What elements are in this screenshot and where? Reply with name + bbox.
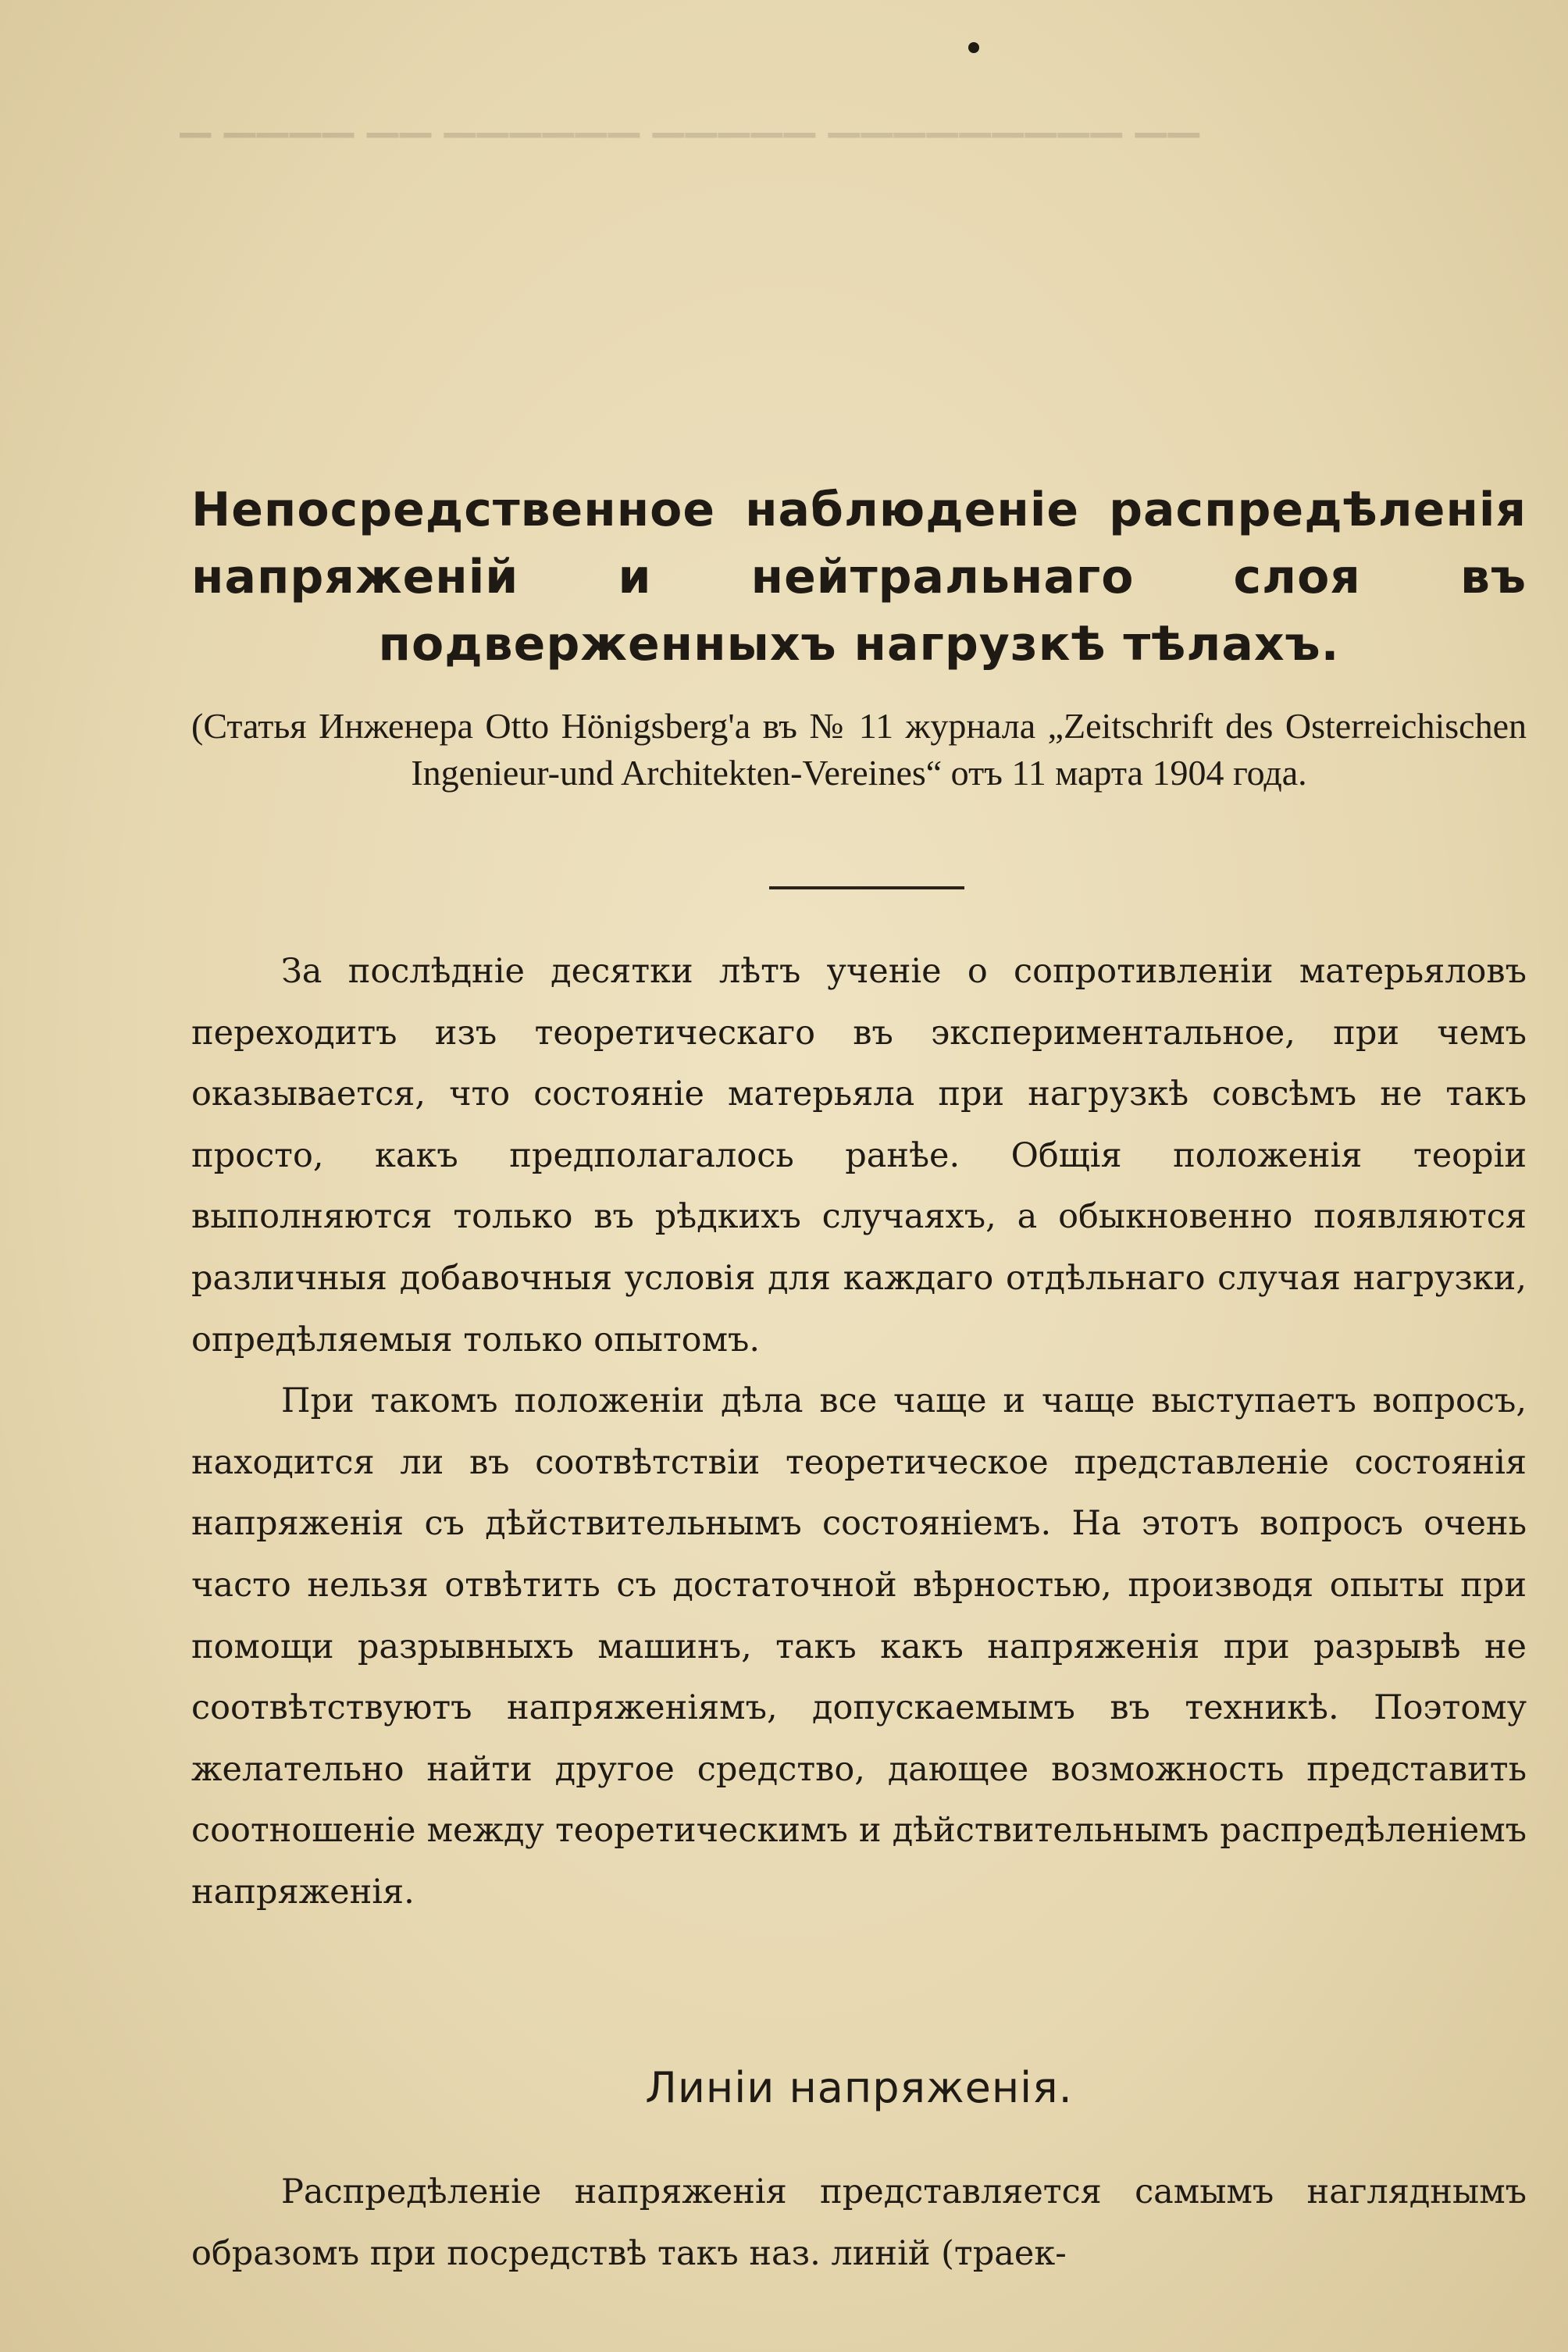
divider-rule — [769, 886, 964, 889]
paragraph-3: Распредѣленіе напряженія представляется самымъ нагляднымъ образомъ при посредствѣ такъ наз. линій (траек- — [191, 2172, 1527, 2273]
bleed-through-line: ▔ ▔▔▔▔ ▔▔ ▔▔▔▔▔▔ ▔▔▔▔▔ ▔▔▔▔▔▔▔▔▔ ▔▔ — [180, 134, 1201, 179]
page-dot — [968, 42, 979, 53]
article-body — [191, 941, 1527, 1923]
article-subtitle: (Статья Инженера Otto Hönigsberg'а въ № 11 журнала „Zeitschrift des Osterreichischen Ingenieur-und Architekten-Vereines“ отъ 11 марта 1904 года. — [191, 706, 1527, 793]
paragraph-2: При такомъ положеніи дѣла все чаще и чаще выступаетъ вопросъ, находится ли въ соотвѣтствіи теоретическое представленіе состоянія напряженія съ дѣйствительнымъ состояніемъ. На этотъ вопросъ очень часто нельзя отвѣтить съ достаточной вѣрностью, производя опыты при помощи разрывныхъ машинъ, такъ какъ напряженія при разрывѣ не соотвѣтствуютъ напряженіямъ, допускаемымъ въ техникѣ. Поэтому желательно найти другое средство, дающее возможность представить соотношеніе между теоретическимъ и дѣйствительнымъ распредѣленіемъ напряженія. — [191, 1381, 1527, 1912]
section-heading: Линіи напряженія. — [645, 2063, 1073, 2112]
article-body-continued — [191, 2161, 1527, 2284]
paragraph-1: За послѣдніе десятки лѣтъ ученіе о сопротивленіи матерьяловъ переходитъ изъ теоретическаго въ экспериментальное, при чемъ оказывается, что состояніе матерьяла при нагрузкѣ совсѣмъ не такъ просто, какъ предполагалось ранѣе. Общія положенія теоріи выполняются только въ рѣдкихъ случаяхъ, а обыкновенно появляются различныя добавочныя условія для каждаго отдѣльнаго случая нагрузки, опредѣляемыя только опытомъ. — [191, 952, 1527, 1360]
article-title: Непосредственное наблюденіе распредѣленія напряженій и нейтральнаго слоя въ подверженныхъ нагрузкѣ тѣлахъ. — [191, 483, 1527, 672]
